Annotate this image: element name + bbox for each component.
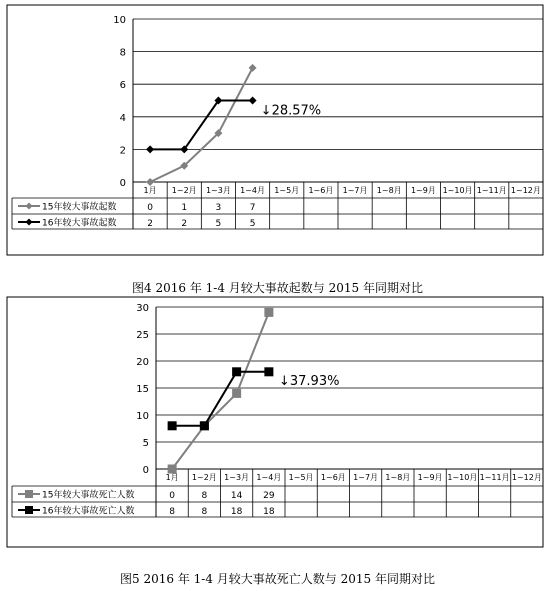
chart-5: [7, 297, 543, 547]
y-tick-label: 4: [119, 112, 126, 124]
x-tick-label: 1~7月: [342, 186, 368, 195]
data-table-value: 29: [263, 491, 275, 501]
data-table-value: 18: [230, 507, 243, 517]
x-tick-label: 1~3月: [224, 473, 250, 482]
legend-key-marker: [25, 490, 33, 498]
data-point: [168, 465, 177, 474]
legend-series-name: 16年较大事故死亡人数: [42, 506, 135, 517]
data-table-value: 0: [147, 203, 153, 213]
data-point: [264, 308, 273, 317]
x-tick-label: 1~5月: [274, 186, 300, 195]
x-tick-label: 1月: [165, 473, 179, 482]
chart-4: [7, 5, 543, 255]
data-table-value: 8: [201, 507, 208, 517]
data-table-value: 2: [181, 219, 188, 229]
x-tick-label: 1~3月: [205, 186, 231, 195]
y-tick-label: 2: [119, 145, 126, 157]
y-tick-label: 30: [136, 303, 149, 314]
y-tick-label: 0: [119, 178, 126, 189]
x-tick-label: 1~12月: [510, 186, 541, 195]
legend-key-marker: [25, 506, 33, 514]
data-table-value: 14: [230, 491, 243, 501]
data-table-value: 5: [249, 219, 256, 229]
x-tick-label: 1~5月: [288, 473, 314, 482]
x-tick-label: 1~7月: [353, 473, 379, 482]
series-line: [172, 312, 269, 469]
data-point: [249, 64, 257, 72]
x-tick-label: 1~9月: [417, 473, 443, 482]
x-tick-label: 1月: [143, 186, 157, 195]
data-point: [249, 97, 257, 105]
data-table-value: 7: [249, 203, 256, 213]
data-table-value: 8: [169, 507, 175, 517]
data-table-value: 3: [215, 203, 222, 213]
y-tick-label: 6: [119, 80, 126, 92]
x-tick-label: 1~12月: [511, 473, 542, 482]
x-tick-label: 1~10月: [442, 186, 473, 195]
x-tick-label: 1~4月: [240, 186, 266, 195]
data-point: [168, 421, 177, 430]
legend-series-name: 16年较大事故起数: [42, 218, 117, 229]
y-tick-label: 20: [136, 357, 149, 368]
y-tick-label: 8: [119, 47, 126, 59]
x-tick-label: 1~8月: [376, 186, 402, 195]
y-tick-label: 10: [136, 411, 149, 422]
legend-series-name: 15年较大事故死亡人数: [42, 490, 135, 501]
x-tick-label: 1~6月: [320, 473, 346, 482]
data-table-value: 2: [147, 219, 153, 229]
data-point: [200, 421, 209, 430]
legend-key-marker: [26, 203, 33, 210]
x-tick-label: 1~11月: [479, 473, 510, 482]
x-tick-label: 1~2月: [191, 473, 217, 482]
data-table-value: 18: [263, 507, 275, 517]
figure-4-caption: 图4 2016 年 1-4 月较大事故起数与 2015 年同期对比: [132, 281, 423, 295]
legend-series-name: 15年较大事故起数: [42, 202, 117, 213]
y-tick-label: 15: [136, 384, 149, 395]
y-tick-label: 10: [113, 15, 126, 26]
data-table-value: 8: [201, 491, 208, 501]
annotation-arrow: ↓: [278, 373, 290, 389]
data-point: [146, 178, 154, 186]
annotation-arrow: ↓: [260, 103, 272, 119]
x-tick-label: 1~8月: [385, 473, 411, 482]
x-tick-label: 1~6月: [308, 186, 334, 195]
data-table-value: 1: [181, 203, 188, 213]
annotation-label: 37.93%: [289, 373, 340, 389]
x-tick-label: 1~9月: [410, 186, 436, 195]
y-tick-label: 0: [142, 465, 149, 476]
figure-5-caption: 图5 2016 年 1-4 月较大事故死亡人数与 2015 年同期对比: [120, 572, 435, 586]
annotation-label: 28.57%: [271, 103, 322, 119]
data-table-value: 0: [169, 491, 175, 501]
data-point: [264, 367, 273, 376]
series-line: [150, 101, 253, 150]
y-tick-label: 25: [136, 330, 149, 341]
data-point: [232, 389, 241, 398]
data-point: [146, 145, 154, 153]
x-tick-label: 1~2月: [171, 186, 197, 195]
x-tick-label: 1~10月: [447, 473, 478, 482]
series-line: [172, 372, 269, 426]
legend-key-marker: [26, 219, 33, 226]
y-tick-label: 5: [142, 438, 149, 449]
data-point: [232, 367, 241, 376]
chart-frame: [7, 5, 543, 255]
x-tick-label: 1~11月: [476, 186, 507, 195]
x-tick-label: 1~4月: [256, 473, 282, 482]
data-table-value: 5: [215, 219, 222, 229]
